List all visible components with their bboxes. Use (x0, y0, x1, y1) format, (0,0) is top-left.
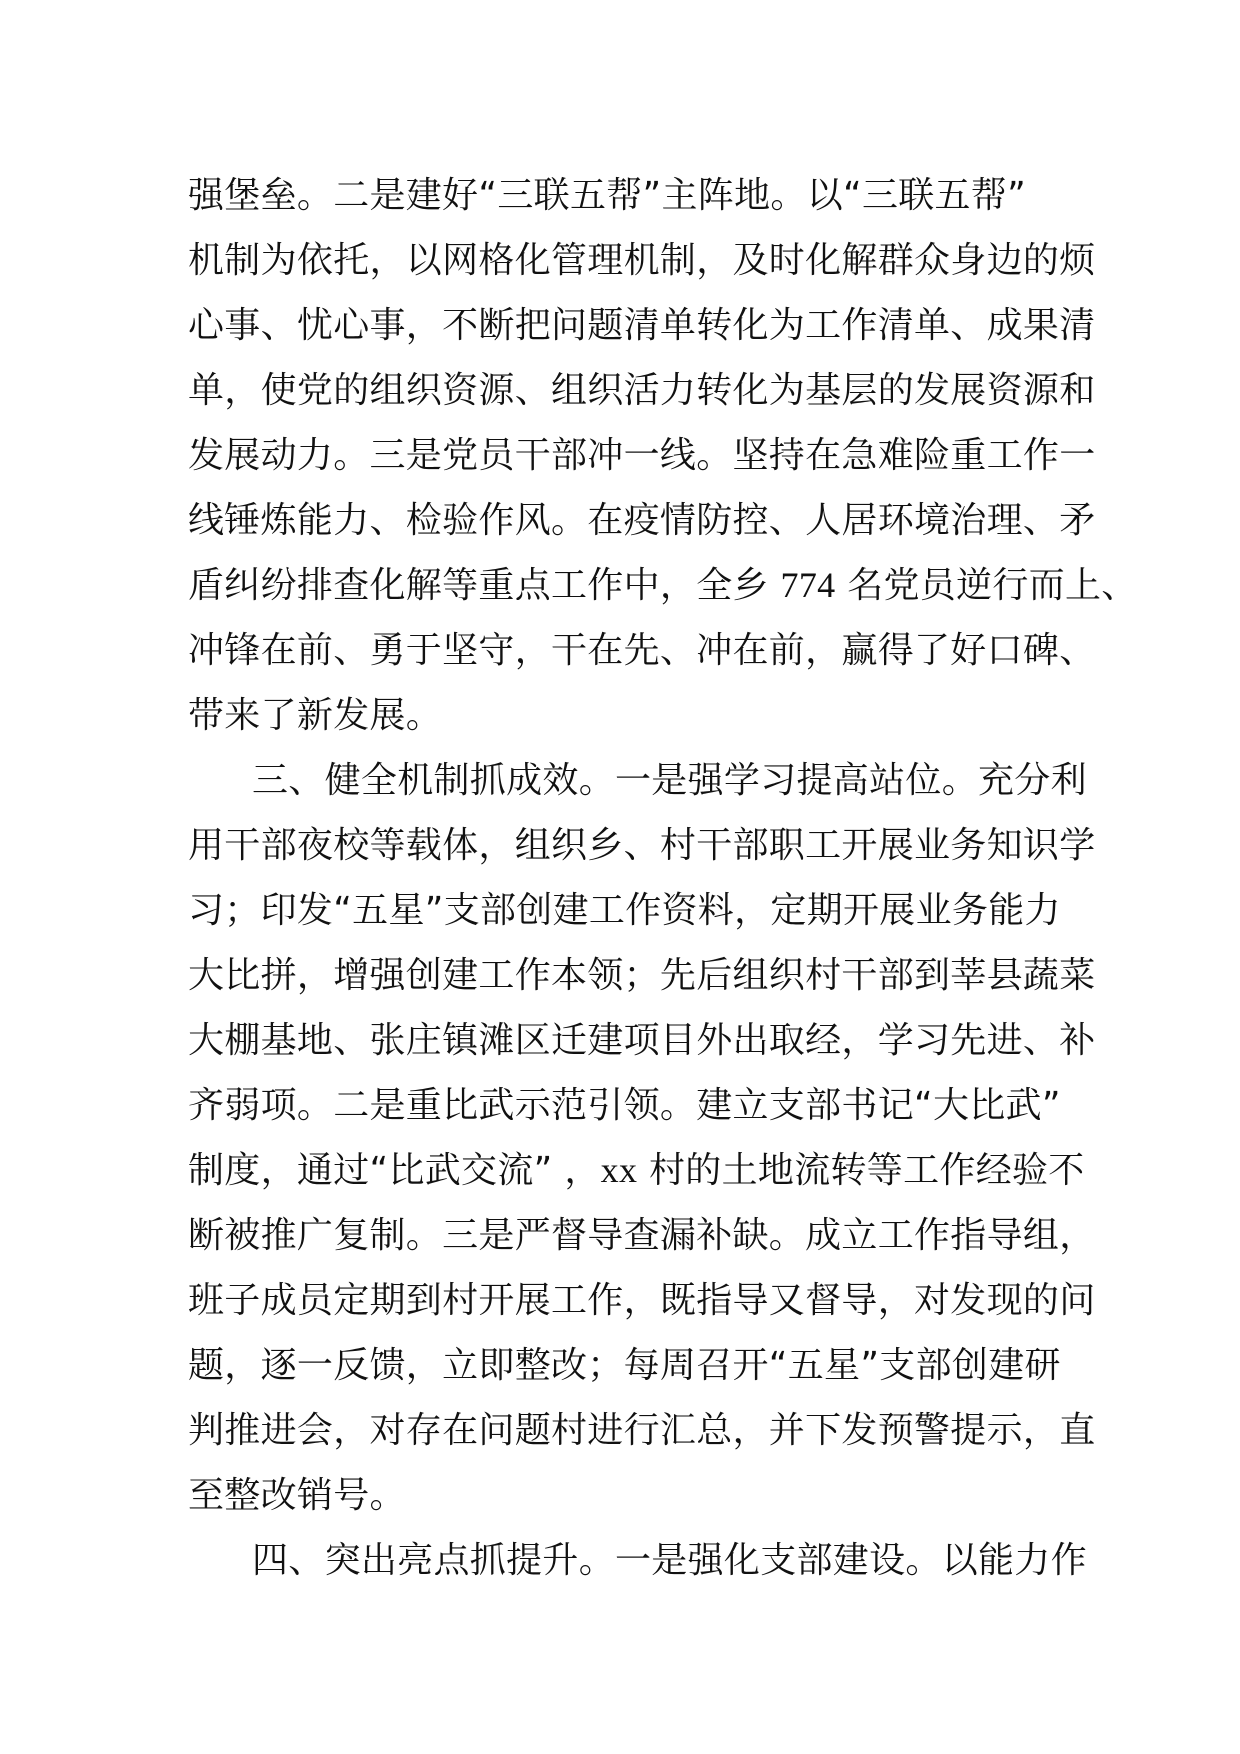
text-line: 至整改销号。 (188, 1475, 406, 1516)
text-line: 判推进会，对存在问题村进行汇总，并下发预警提示，直 (188, 1410, 1096, 1451)
text-line: 齐弱项。二是重比武示范引领。建立支部书记“大比武” (188, 1085, 1061, 1126)
text-line: 班子成员定期到村开展工作，既指导又督导，对发现的问 (188, 1280, 1096, 1321)
text-line: 盾纠纷排查化解等重点工作中，全乡 774 名党员逆行而上、 (188, 565, 1138, 606)
text-line: 题，逐一反馈，立即整改；每周召开“五星”支部创建研 (188, 1345, 1061, 1386)
text-line: 制度，通过“比武交流” ，xx 村的土地流转等工作经验不 (188, 1150, 1085, 1191)
text-line: 心事、忧心事，不断把问题清单转化为工作清单、成果清 (188, 305, 1096, 346)
section-three-heading-line: 三、健全机制抓成效。一是强学习提高站位。充分利 (252, 760, 1087, 801)
text-line: 大棚基地、张庄镇滩区迁建项目外出取经，学习先进、补 (188, 1020, 1096, 1061)
text-line: 机制为依托，以网格化管理机制，及时化解群众身边的烦 (188, 240, 1096, 281)
text-line: 断被推广复制。三是严督导查漏补缺。成立工作指导组， (188, 1215, 1096, 1256)
text-line: 发展动力。三是党员干部冲一线。坚持在急难险重工作一 (188, 435, 1096, 476)
text-line: 习；印发“五星”支部创建工作资料，定期开展业务能力 (188, 890, 1061, 931)
section-four-heading-line: 四、突出亮点抓提升。一是强化支部建设。以能力作 (252, 1540, 1087, 1581)
text-line: 冲锋在前、勇于坚守，干在先、冲在前，赢得了好口碑、 (188, 630, 1096, 671)
text-line: 单，使党的组织资源、组织活力转化为基层的发展资源和 (188, 370, 1096, 411)
text-line: 用干部夜校等载体，组织乡、村干部职工开展业务知识学 (188, 825, 1096, 866)
document-body (188, 163, 1138, 1593)
text-line: 线锤炼能力、检验作风。在疫情防控、人居环境治理、矛 (188, 500, 1096, 541)
text-line: 大比拼，增强创建工作本领；先后组织村干部到莘县蔬菜 (188, 955, 1096, 996)
text-line: 带来了新发展。 (188, 695, 443, 736)
text-line: 强堡垒。二是建好“三联五帮”主阵地。以“三联五帮” (188, 175, 1027, 216)
